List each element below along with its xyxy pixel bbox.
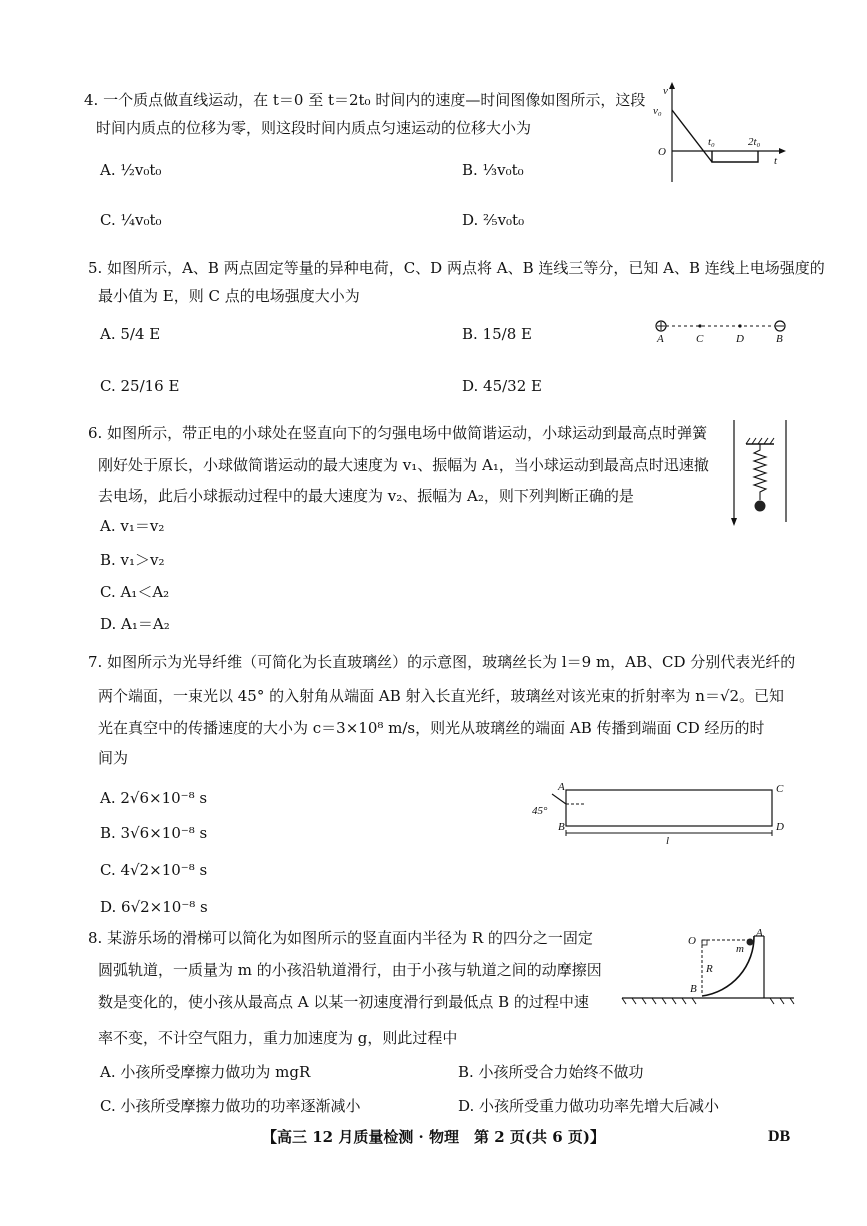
q8-slide-diagram [622,928,802,1008]
q8-option-c: C. 小孩所受摩擦力做功的功率逐渐减小 [100,1097,361,1115]
q8-option-d: D. 小孩所受重力做功功率先增大后减小 [458,1097,720,1115]
q4-vt-graph [650,82,790,192]
q8-stem-line2: 圆弧轨道，一质量为 m 的小孩沿轨道滑行，由于小孩与轨道之间的动摩擦因 [98,961,602,979]
q6-stem-line3: 去电场，此后小球振动过程中的最大速度为 v₂、振幅为 A₂，则下列判断正确的是 [98,487,634,505]
q6-ball [755,501,766,512]
page-footer: 【高三 12 月质量检测 · 物理 第 2 页(共 6 页)】 [262,1128,605,1146]
q7-option-d: D. 6√2×10⁻⁸ s [100,898,208,916]
q6-option-a: A. v₁＝v₂ [100,517,165,535]
q4-label-t0: t₀ [708,136,715,148]
q5-label-d: D [736,333,744,345]
q6-option-b: B. v₁＞v₂ [100,551,165,569]
q5-label-a: A [657,333,664,345]
q5-stem-line2: 最小值为 E，则 C 点的电场强度大小为 [98,287,360,305]
q4-option-a: A. ½v₀t₀ [100,161,162,179]
q4-option-c: C. ¼v₀t₀ [100,211,162,229]
q5-option-d: D. 45/32 E [462,377,542,395]
q7-stem-line1: 7. 如图所示为光导纤维（可简化为长直玻璃丝）的示意图，玻璃丝长为 l＝9 m，AB、CD 分别代表光纤的 [88,653,796,671]
q8-stem-line4: 率不变，不计空气阻力，重力加速度为 g，则此过程中 [98,1029,458,1047]
q8-child [747,939,754,946]
q4-label-v0: v₀ [653,105,662,117]
q4-option-d: D. ⅖v₀t₀ [462,211,525,229]
q4-uniform-segment [712,151,758,162]
q8-label-m: m [736,943,744,955]
q6-spring-diagram [728,418,792,528]
q5-option-b: B. 15/8 E [462,325,532,343]
q8-stem-line3: 数是变化的，使小孩从最高点 A 以某一初速度滑行到最低点 B 的过程中速 [98,993,589,1011]
q5-option-c: C. 25/16 E [100,377,180,395]
q7-label-c: C [776,783,784,795]
q4-decel-line [672,110,712,162]
q7-label-d: D [776,821,784,833]
q7-option-c: C. 4√2×10⁻⁸ s [100,861,208,879]
q8-option-b: B. 小孩所受合力始终不做功 [458,1063,644,1081]
q7-stem-line2: 两个端面，一束光以 45° 的入射角从端面 AB 射入长直光纤，玻璃丝对该光束的折射率为 n＝√2。已知 [98,687,785,705]
q5-charge-diagram [652,318,792,348]
q5-option-a: A. 5/4 E [100,325,161,343]
q7-option-b: B. 3√6×10⁻⁸ s [100,824,208,842]
q5-stem-line1: 5. 如图所示，A、B 两点固定等量的异种电荷，C、D 两点将 A、B 连线三等分，已知 A、B 连线上电场强度的 [88,259,825,277]
q8-label-o: O [688,935,696,947]
q6-stem-line1: 6. 如图所示，带正电的小球处在竖直向下的匀强电场中做简谐运动，小球运动到最高点时弹簧 [88,424,708,442]
q5-label-b: B [776,333,783,345]
q4-stem-line1: 4. 一个质点做直线运动，在 t＝0 至 t＝2t₀ 时间内的速度—时间图像如图所示，这段 [84,91,646,109]
q7-stem-line3: 光在真空中的传播速度的大小为 c＝3×10⁸ m/s，则光从玻璃丝的端面 AB 传播到端面 CD 经历的时 [98,719,765,737]
q7-option-a: A. 2√6×10⁻⁸ s [100,789,208,807]
q4-label-t: t [774,155,778,167]
q7-label-a: A [558,781,565,793]
q7-label-b: B [558,821,565,833]
q4-label-v: v [663,85,668,97]
q8-label-b: B [690,983,697,995]
q4-label-2t0: 2t₀ [748,136,761,148]
paper-code-tag: DB [768,1128,791,1145]
q7-label-l: l [666,835,670,847]
q8-label-r: R [706,963,713,975]
q7-stem-line4: 间为 [98,749,129,767]
q6-stem-line2: 刚好处于原长，小球做简谐运动的最大速度为 v₁、振幅为 A₁，当小球运动到最高点时迅速撤 [98,456,709,474]
q4-stem-line2: 时间内质点的位移为零，则这段时间内质点匀速运动的位移大小为 [96,119,532,137]
q8-label-a: A [756,927,763,939]
q7-incident-ray [552,794,566,804]
q8-option-a: A. 小孩所受摩擦力做功为 mgR [100,1063,311,1081]
q4-label-o: O [658,146,666,158]
q4-option-b: B. ⅓v₀t₀ [462,161,524,179]
q6-option-d: D. A₁＝A₂ [100,615,170,633]
q7-fiber-diagram [528,780,798,850]
q7-label-angle: 45° [532,805,548,817]
q8-stem-line1: 8. 某游乐场的滑梯可以简化为如图所示的竖直面内半径为 R 的四分之一固定 [88,929,593,947]
q7-fiber [566,790,772,826]
q5-label-c: C [696,333,704,345]
q6-spring [754,444,766,500]
q6-option-c: C. A₁＜A₂ [100,583,170,601]
